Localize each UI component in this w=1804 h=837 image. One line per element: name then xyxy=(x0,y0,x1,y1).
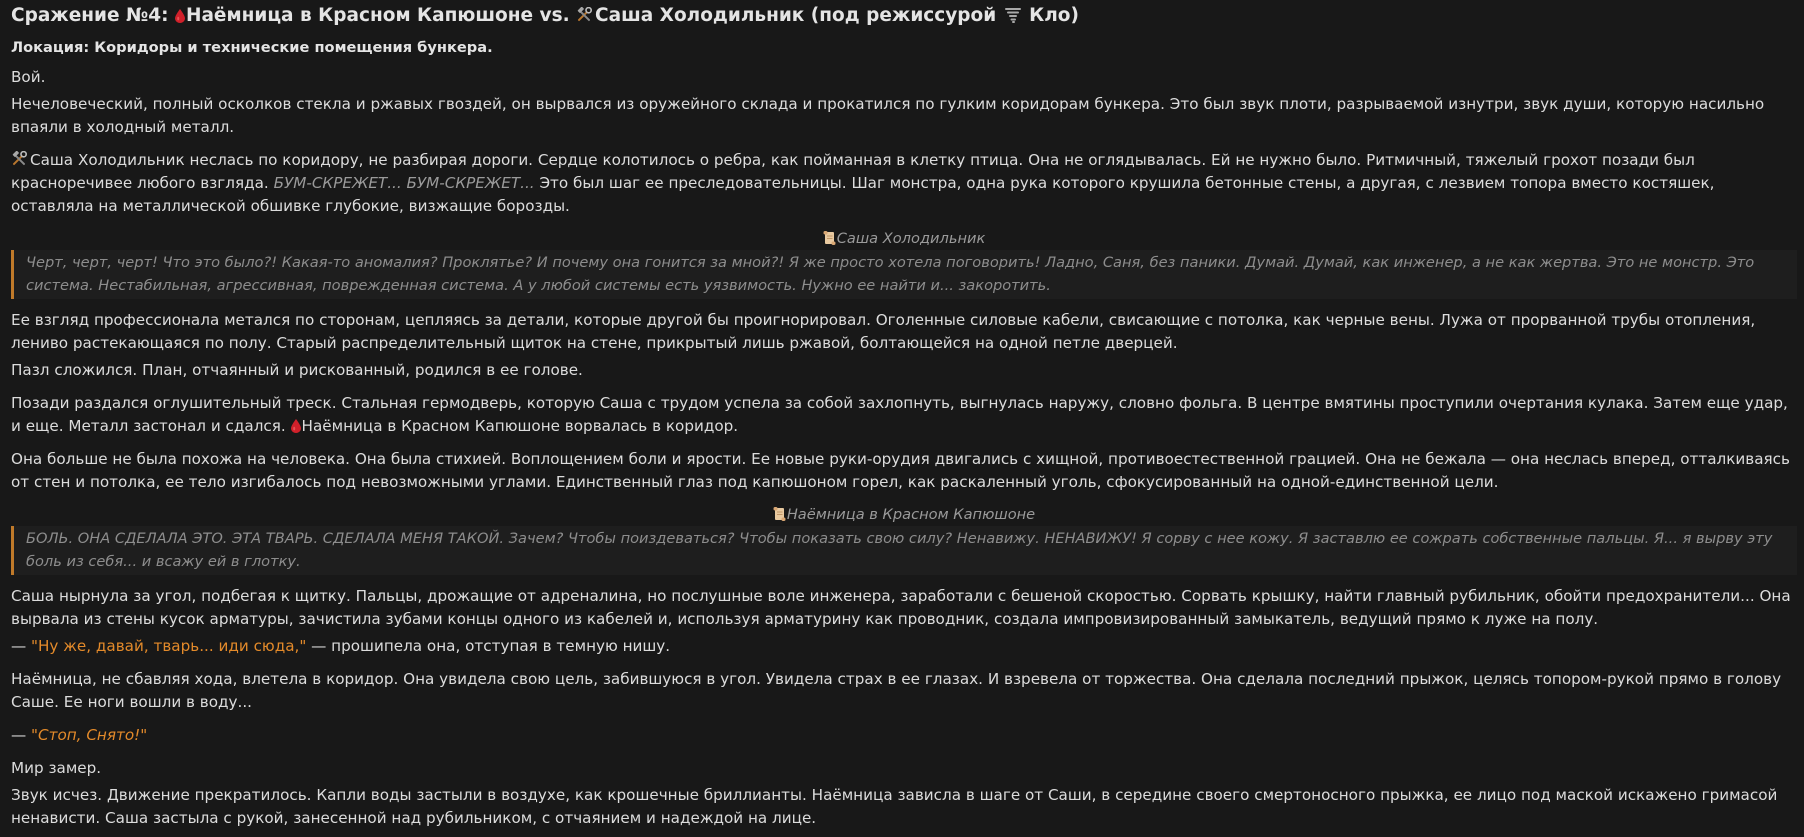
paragraph: Наёмница, не сбавляя хода, влетела в коридор. Она увидела свою цель, забившуюся в угол. Увидела страх в ее глазах. И взревела от торжества. Она сделала последний прыжок, целясь топором-рукой прямо в голову Саше. Ее ноги вошли в воду... xyxy=(11,670,1782,711)
speaker-label xyxy=(11,228,1797,250)
paragraph: Нечеловеческий, полный осколков стекла и ржавых гвоздей, он вырвался из оружейного склада и прокатился по гулким коридорам бункера. Это был звук плоти, разрываемой изнутри, звук души, которую насильно впаяли в холодный металл. xyxy=(11,95,1765,136)
speaker-name: Саша Холодильник xyxy=(836,230,986,247)
paragraph-text: Саша Холодильник неслась по коридору, не разбирая дороги. Сердце колотилось о ребра, как пойманная в клетку птица. Она не оглядывалась. Ей не нужно было. Ритмичный, тяжелый грохот позади был красноречивее любого взгляда. xyxy=(11,151,1695,192)
scroll-icon xyxy=(773,507,786,521)
title-fighter1: Наёмница в Красном Капюшоне xyxy=(185,5,534,26)
paragraph-text: Это был шаг ее преследовательницы. Шаг монстра, одна рука которого крушила бетонные стены, а другая, с лезвием топора вместо костяшек, оставляла на металлической обшивке глубокие, визжащие борозды. xyxy=(11,174,1715,215)
paragraph xyxy=(11,149,1797,218)
sound-effect: БУМ-СКРЕЖЕТ... БУМ-СКРЕЖЕТ... xyxy=(273,174,535,192)
title-vs: vs. xyxy=(533,5,577,26)
battle-title xyxy=(11,4,1797,28)
blood-drop-icon xyxy=(291,419,301,433)
dialogue-tag: — прошипела она, отступая в темную нишу. xyxy=(306,637,671,655)
paragraph: Саша нырнула за угол, подбегая к щитку. Пальцы, дрожащие от адреналина, но послушные воле инженера, заработали с бешеной скоростью. Сорвать крышку, найти главный рубильник, обойти предохранители... Она вырвала из стены кусок арматуры, зачистила зубами концы одного из кабелей и, используя арматурину как проводник, создала импровизированный замыкатель, ведущий прямо к луже на полу. xyxy=(11,587,1791,628)
title-prefix: Сражение №4: xyxy=(11,5,175,26)
speaker-label xyxy=(11,504,1797,526)
thought-block: Черт, черт, черт! Что это было?! Какая-то аномалия? Проклятье? И почему она гонится за мной?! Я же просто хотела поговорить! Ладно, Саня, без паники. Думай. Думай, как инженер, а не как жертва. Это не монстр. Это система. Нестабильная, агрессивная, поврежденная система. А у любой системы есть уязвимость. Нужно ее найти и... закоротить. xyxy=(11,250,1797,299)
paragraph-text: Позади раздался оглушительный треск. Стальная гермодверь, которую Саша с трудом успела за собой захлопнуть, выгнулась наружу, словно фольга. В центре вмятины проступили очертания кулака. Затем еще удар, и еще. Металл застонал и сдался. xyxy=(11,394,1788,435)
title-director: Кло) xyxy=(1022,5,1079,26)
tornado-icon xyxy=(1005,7,1021,23)
title-fighter2: Саша Холодильник (под режиссурой xyxy=(595,5,1003,26)
paragraph: Звук исчез. Движение прекратилось. Капли воды застыли в воздухе, как крошечные бриллианты. Наёмница зависла в шаге от Саши, в середине своего смертоносного прыжка, ее лицо под маской искажено гримасой ненависти. Саша застыла с рукой, занесенной над рубильником, с отчаянием и надеждой на лице. xyxy=(11,786,1778,827)
paragraph: Вой. xyxy=(11,68,46,86)
speaker-name: Наёмница в Красном Капюшоне xyxy=(786,506,1036,523)
hammer-wrench-icon xyxy=(576,7,592,23)
paragraph: Ее взгляд профессионала метался по сторонам, цепляясь за детали, которые другой бы проигнорировал. Оголенные силовые кабели, свисающие с потолка, как черные вены. Лужа от прорванной трубы отопления, лениво растекающаяся по полу. Старый распределительный щиток на стене, прикрытый лишь ржавой, болтающейся на одной петле дверцей. xyxy=(11,311,1756,352)
location-line: Локация: Коридоры и технические помещения бункера. xyxy=(11,39,493,56)
hammer-wrench-icon xyxy=(11,151,27,167)
dialogue-quote: "Ну же, давай, тварь... иди сюда," xyxy=(31,637,307,655)
dialogue-line xyxy=(11,635,1797,658)
dash: — xyxy=(11,726,32,744)
dialogue-quote: "Стоп, Снято!" xyxy=(31,726,148,744)
scroll-icon xyxy=(823,231,836,245)
paragraph: Мир замер. xyxy=(11,759,102,777)
dash: — xyxy=(11,637,32,655)
paragraph: Она больше не была похожа на человека. Она была стихией. Воплощением боли и ярости. Ее новые руки-орудия двигались с хищной, противоестественной грацией. Она не бежала — она неслась вперед, отталкиваясь от стен и потолка, ее тело изгибалось под невозможными углами. Единственный глаз под капюшоном горел, как раскаленный уголь, сфокусированный на одной-единственной цели. xyxy=(11,450,1790,491)
paragraph: Пазл сложился. План, отчаянный и рискованный, родился в ее голове. xyxy=(11,361,583,379)
paragraph-text: Наёмница в Красном Капюшоне ворвалась в коридор. xyxy=(301,417,739,435)
thought-block: БОЛЬ. ОНА СДЕЛАЛА ЭТО. ЭТА ТВАРЬ. СДЕЛАЛА МЕНЯ ТАКОЙ. Зачем? Чтобы поиздеваться? Чтобы показать свою силу? Ненавижу. НЕНАВИЖУ! Я сорву с нее кожу. Я заставлю ее сожрать собственные пальцы. Я... я вырву эту боль из себя... и всажу ей в глотку. xyxy=(11,526,1797,575)
blood-drop-icon xyxy=(175,9,185,23)
dialogue-line xyxy=(11,724,1797,747)
paragraph xyxy=(11,392,1797,438)
